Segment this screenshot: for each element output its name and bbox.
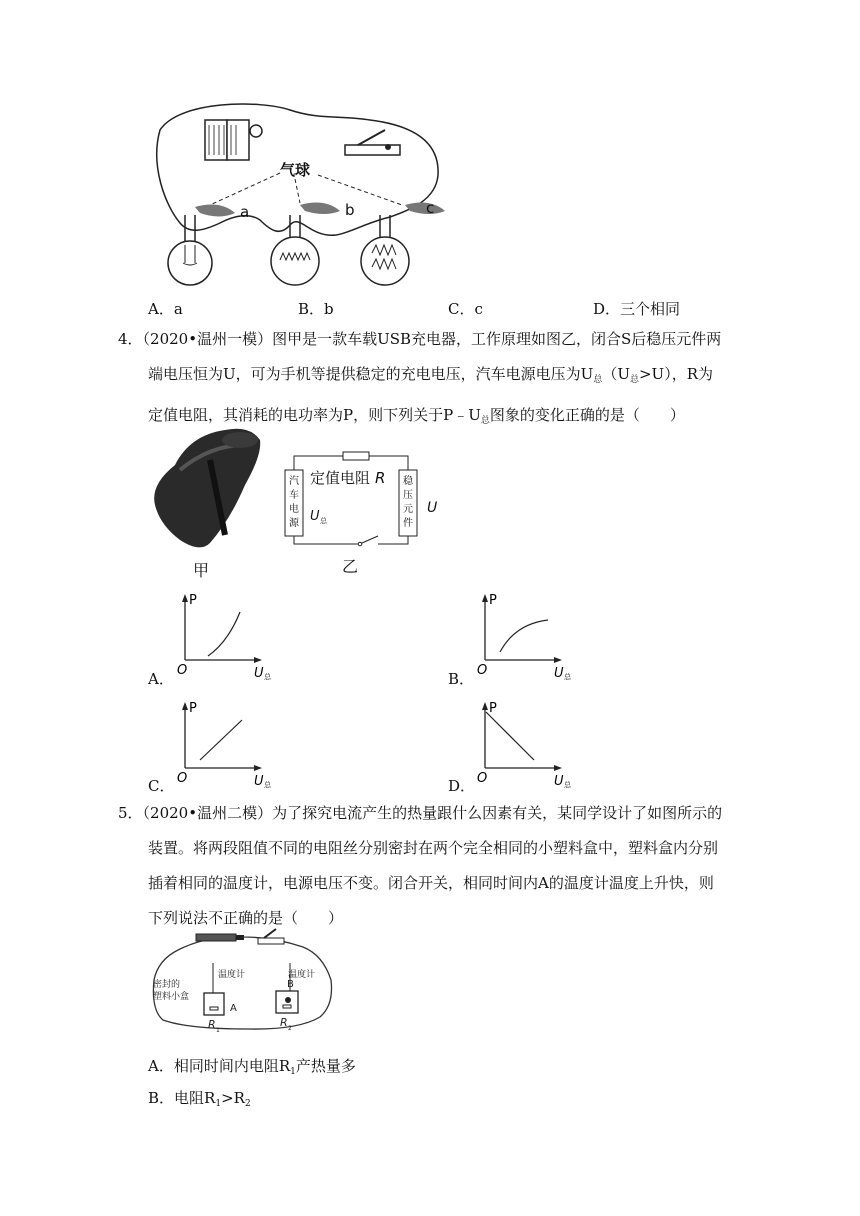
usb-charger-image: [150, 425, 270, 555]
q4-option-b: B．: [448, 670, 475, 688]
svg-text:件: 件: [403, 518, 413, 529]
graph-a-curve: [208, 612, 240, 656]
q4-option-a: A．: [148, 670, 174, 688]
svg-text:P: P: [189, 593, 197, 608]
svg-text:密封的: 密封的: [153, 980, 181, 990]
svg-text:温度计: 温度计: [218, 970, 246, 980]
graph-d-line: [486, 712, 534, 760]
svg-text:塑料小盒: 塑料小盒: [153, 992, 190, 1002]
svg-text:1: 1: [216, 1027, 220, 1034]
svg-text:总: 总: [264, 673, 271, 681]
svg-text:源: 源: [289, 518, 299, 529]
q5-line-2: 装置。将两段阻值不同的电阻丝分别密封在两个完全相同的小塑料盒中，塑料盒内分别: [148, 839, 719, 857]
svg-text:定值电阻: 定值电阻: [310, 469, 371, 487]
svg-text:总: 总: [320, 517, 327, 525]
svg-text:U: U: [254, 666, 264, 681]
flask-c-icon: [361, 215, 409, 285]
q3-balloon-circuit-figure: [140, 95, 450, 290]
q3-balloon-label: 气球: [280, 161, 311, 179]
q5-option-a: A．相同时间内电阻$R_1$产热量多: [148, 1057, 356, 1077]
q5-option-b: B．电阻$R_1>R_2$: [148, 1089, 251, 1109]
fig-jia-label: 甲: [193, 561, 210, 580]
svg-text:P: P: [189, 701, 197, 716]
svg-text:R: R: [280, 1016, 288, 1029]
q5-line-3: 插着相同的温度计，电源电压不变。闭合开关，相同时间内A的温度计温度上升快，则: [148, 874, 714, 892]
q3-option-c: C．c: [448, 300, 483, 318]
svg-text:U: U: [254, 774, 264, 789]
svg-text:总: 总: [264, 781, 271, 789]
svg-text:元: 元: [403, 504, 413, 515]
svg-text:乙: 乙: [342, 557, 359, 575]
svg-text:O: O: [177, 663, 188, 678]
q4-line-1: 4．（2020•温州一模）图甲是一款车载USB充电器，工作原理如图乙，闭合S后稳压元件两: [118, 330, 722, 348]
q4-option-d: D．: [448, 777, 476, 795]
q4-graph-d: [470, 700, 580, 790]
flask-b-icon: [271, 215, 319, 285]
svg-text:O: O: [477, 771, 488, 786]
svg-text:温度计: 温度计: [288, 970, 316, 980]
q4-option-c: C．: [148, 777, 175, 795]
svg-text:U: U: [554, 666, 564, 681]
svg-text:R: R: [208, 1018, 216, 1031]
svg-text:U: U: [310, 509, 320, 524]
svg-text:a: a: [240, 203, 250, 221]
svg-text:B: B: [287, 979, 294, 990]
q4-line-2: 端电压恒为U，可为手机等提供稳定的充电电压，汽车电源电压为$U_总(U_总>U)$，R为: [148, 365, 713, 385]
q3-option-d: D．三个相同: [593, 300, 681, 318]
svg-text:U: U: [554, 774, 564, 789]
q3-option-a: A．a: [148, 300, 183, 318]
battery-icon: [196, 934, 244, 941]
q5-question-text: [118, 796, 758, 936]
q4-graph-c: [170, 700, 280, 790]
svg-text:总: 总: [564, 781, 571, 789]
svg-text:c: c: [426, 199, 435, 217]
q5-line-1: 5．（2020•温州二模）为了探究电流产生的热量跟什么因素有关，某同学设计了如图所示的: [118, 804, 723, 822]
svg-text:电: 电: [289, 504, 299, 515]
svg-text:O: O: [477, 663, 488, 678]
switch-icon: [258, 929, 284, 944]
svg-text:车: 车: [289, 490, 299, 501]
battery-icon: [205, 120, 262, 160]
q4-graph-a: [170, 592, 280, 682]
svg-text:2: 2: [288, 1025, 292, 1032]
graph-c-line: [200, 720, 242, 760]
svg-text:汽: 汽: [289, 476, 299, 487]
svg-text:U: U: [427, 500, 438, 516]
q4-circuit-diagram: [280, 450, 450, 575]
q3-option-b: B．b: [298, 300, 334, 318]
svg-text:总: 总: [564, 673, 571, 681]
svg-text:压: 压: [403, 490, 413, 501]
graph-b-curve: [500, 620, 548, 652]
q4-line-3: 定值电阻，其消耗的电功率为P，则下列关于$P﹣U_总$图象的变化正确的是（ ）: [148, 406, 685, 426]
switch-icon: [345, 130, 400, 155]
svg-text:P: P: [489, 701, 497, 716]
svg-text:R: R: [375, 469, 386, 487]
svg-text:稳: 稳: [403, 476, 413, 487]
q4-question-text: [118, 322, 758, 439]
svg-text:O: O: [177, 771, 188, 786]
q5-line-4: 下列说法不正确的是（ ）: [148, 909, 344, 927]
flask-a-icon: [168, 215, 212, 285]
svg-text:A: A: [230, 1003, 237, 1014]
q5-heating-experiment-figure: [148, 925, 338, 1040]
q4-graph-b: [470, 592, 580, 682]
svg-text:P: P: [489, 593, 497, 608]
svg-text:b: b: [345, 201, 355, 219]
